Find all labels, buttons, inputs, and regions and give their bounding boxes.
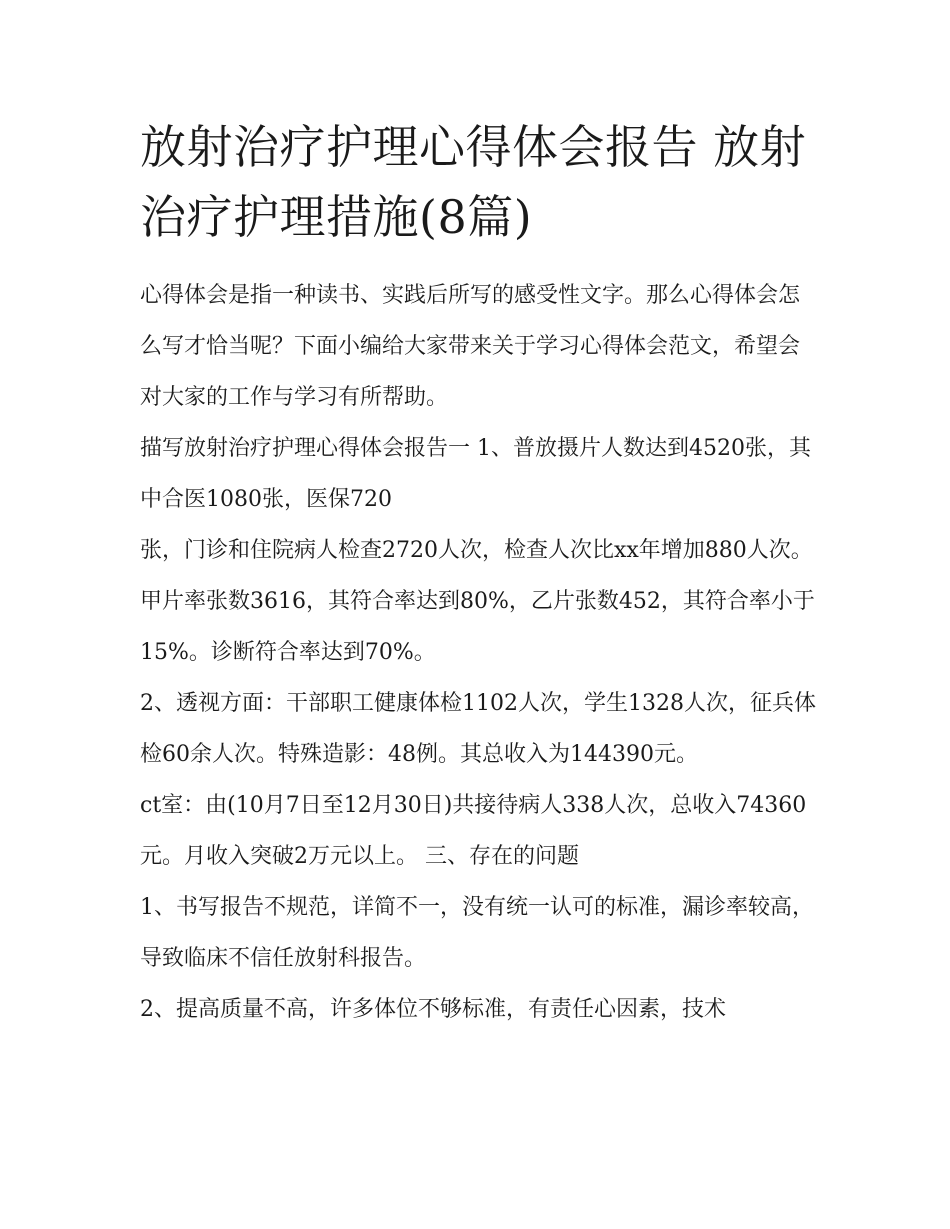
paragraph-outpatient-stats: 张，门诊和住院病人检查2720人次，检查人次比xx年增加880人次。甲片率张数3616，其符合率达到80%，乙片张数452，其符合率小于15%。诊断符合率达到70%。 (140, 538, 815, 665)
paragraph-intro: 心得体会是指一种读书、实践后所写的感受性文字。那么心得体会怎么写才恰当呢？下面小编给大家带来关于学习心得体会范文，希望会对大家的工作与学习有所帮助。 (140, 283, 801, 410)
paragraph-ct-room: ct室：由(10月7日至12月30日)共接待病人338人次，总收入74360元。月收入突破2万元以上。 三、存在的问题 (140, 793, 807, 869)
document-page (140, 112, 820, 1035)
paragraph-report-one: 描写放射治疗护理心得体会报告一 1、普放摄片人数达到4520张，其中合医1080张，医保720 (140, 436, 811, 512)
paragraph-problem-one: 1、书写报告不规范，详简不一，没有统一认可的标准，漏诊率较高，导致临床不信任放射科报告。 (140, 895, 814, 971)
paragraph-fluoroscopy: 2、透视方面：干部职工健康体检1102人次，学生1328人次，征兵体检60余人次。特殊造影：48例。其总收入为144390元。 (140, 691, 816, 767)
paragraph-problem-two: 2、提高质量不高，许多体位不够标准，有责任心因素，技术 (140, 997, 726, 1022)
document-title: 放射治疗护理心得体会报告 放射治疗护理措施(8篇) (140, 120, 807, 244)
